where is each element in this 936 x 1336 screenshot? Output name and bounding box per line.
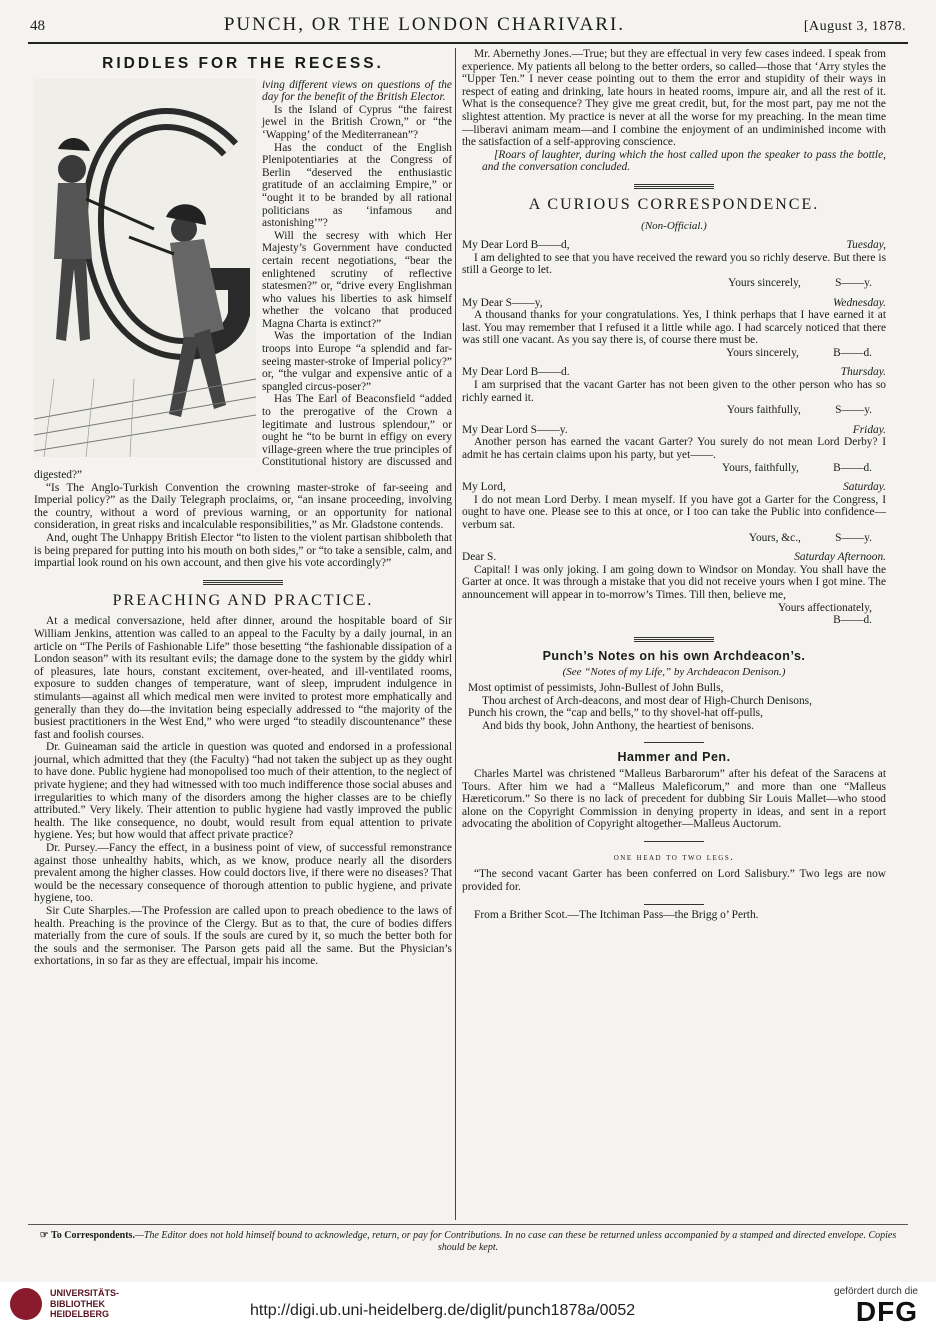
letter-salutation: My Dear S——y,	[462, 296, 543, 309]
section-separator	[644, 742, 704, 743]
letter	[462, 424, 886, 474]
verse-line: Punch his crown, the “cap and bells,” to thy shovel-hat off-pulls,	[468, 707, 763, 720]
notice-lead: ☞ To Correspondents.	[39, 1230, 135, 1241]
letter-salutation: Dear S.	[462, 551, 497, 564]
periodical-title: PUNCH, OR THE LONDON CHARIVARI.	[223, 14, 626, 35]
letter-signature: Yours, faithfully, B——d.	[722, 461, 872, 474]
running-head	[30, 14, 906, 40]
letter-body: I am surprised that the vacant Garter has not been given to the other person who has so richly earned it.	[462, 379, 886, 404]
left-column	[34, 48, 452, 968]
riddles-paragraph: Has the conduct of the English Plenipotentiaries at the Congress of Berlin “deserved the enthusiastic gratitude of an acclaiming Empire,” or “ought it to be branded by all rational politicians as ‘infamous and astonishing’”?	[262, 141, 452, 230]
letter-date: Friday.	[852, 423, 886, 436]
letter	[462, 366, 886, 416]
legs-paragraph: “The second vacant Garter has been conferred on Lord Salisbury.” Two legs are now provided for.	[462, 868, 886, 894]
library-name-line: UNIVERSITÄTS-	[50, 1288, 120, 1299]
issue-date: [August 3, 1878.	[803, 19, 906, 34]
section-separator	[634, 184, 714, 189]
fencing-figures-illustration	[34, 79, 256, 457]
letter-body: I am delighted to see that you have received the reward you so richly deserve. But there is still a George to let.	[462, 251, 886, 277]
letter	[462, 239, 886, 289]
letter-date: Saturday.	[843, 481, 886, 494]
notes-title: Punch’s Notes on his own Archdeacon’s.	[542, 648, 806, 663]
correspondence-title: A CURIOUS CORRESPONDENCE.	[528, 195, 820, 213]
riddles-paragraph: Will the secresy with which Her Majesty’s Government have conducted certain recent negotiations, “bear the enlightened scrutiny of reflective statesmen?” or, “drive every Englishman who values his liberties to ask himself whether the volcano that produced Magna Charta is extinct?”	[262, 229, 452, 330]
riddles-paragraph: “Is The Anglo-Turkish Convention the crowning master-stroke of far-seeing and Imperial policy?” as the Daily Telegraph proclaims, or, “an insane proceeding, involving the country, without a word of previous warning, or an opportunity for national consideration, in great risks and incalculable responsibilities,” as Mr. Gladstone contends.	[34, 481, 452, 532]
illustration-graphic	[34, 79, 256, 457]
correspondence-subtitle: (Non-Official.)	[641, 219, 707, 232]
riddles-paragraph: iving different views on questions of the day for the benefit of the British Elector.	[262, 78, 452, 104]
verse-line: Thou archest of Arch-deacons, and most dear of High-Church Denisons,	[482, 694, 812, 707]
letter-signature: Yours, &c., S——y.	[748, 531, 872, 544]
letter-salutation: My Dear Lord B——d,	[462, 239, 570, 252]
letter-salutation: My Lord,	[462, 481, 506, 494]
preaching-paragraph: Dr. Guineaman said the article in question was quoted and endorsed in a professional journal, which admitted that they (the Faculty) “had not taken the subject up as they ought to have done. Public hygiene had monopolised too much of their attention, to the neglect of private hygiene; and they had witnessed with too much indifference those social abuses and irregularities to which many of the disorders among the higher classes are to be chiefly attributed.” Very likely. Their attention to public hygiene had vastly improved the public health. The like consequence, no doubt, would result from equal attention to private hygiene. Yes; but how would that affect private practice?	[34, 741, 452, 842]
column-divider	[455, 48, 456, 1220]
dfg-wordmark: DFG	[855, 1296, 918, 1327]
letter	[462, 481, 886, 544]
section-separator	[634, 637, 714, 642]
letter	[462, 551, 886, 627]
riddles-title: RIDDLES FOR THE RECESS.	[102, 55, 384, 72]
letter-body: I do not mean Lord Derby. I mean myself. If you have got a Garter for the Congress, I ought to have one. Please see to this at once, or I too can take the Public into confidence—verbum sat.	[462, 493, 886, 531]
brither-paragraph: From a Brither Scot.—The Itchiman Pass—the Brigg o’ Perth.	[474, 908, 759, 921]
section-separator	[203, 580, 283, 585]
library-name-line: BIBLIOTHEK	[50, 1298, 105, 1309]
letter-date: Saturday Afternoon.	[794, 551, 886, 564]
stage-direction: [Roars of laughter, during which the host called upon the speaker to pass the bottle, and the conversation concluded.	[482, 148, 886, 174]
letter-body: Another person has earned the vacant Garter? You surely do not mean Lord Derby? I admit he has certain claims upon his party, but yet——.	[462, 436, 886, 462]
notes-verse	[462, 682, 886, 732]
letter-body: A thousand thanks for your congratulations. Yes, I think perhaps that I have earned it at last. You may remember that I refused it a little while ago. I had scarcely noticed that there was still one vacant. As you say there is, of course there must be.	[462, 309, 886, 347]
letter-date: Tuesday,	[846, 239, 886, 252]
dfg-logo[interactable]	[834, 1286, 918, 1327]
library-logo[interactable]	[10, 1288, 119, 1320]
letter-date: Wednesday.	[832, 296, 886, 309]
library-name-line: HEIDELBERG	[50, 1309, 110, 1320]
right-column	[462, 48, 886, 921]
preaching-paragraph: At a medical conversazione, held after dinner, around the hospitable board of Sir William Jenkins, attention was called to an appeal to the Faculty by a daily journal, in an article on “The Perils of Fashionable Life” those besetting “the fashionable dissipation of a London season” with its resultant evils; the damage done to the system by the giddy whirl of pleasures, late hours, constant excitement, over-heated, and ill-ventilated rooms, exposure to sudden changes of temperature, want of sleep, imprudent indulgence in stimulants—against all which medical men were invited to protest more emphatically and generally than they do—the invitation being especially addressed to “the majority of the busiest practitioners in the West End,” who were urged “to steadily discountenance” these fast and foolish courses.	[34, 615, 452, 741]
correspondents-notice	[30, 1230, 906, 1254]
hammer-paragraph: Charles Martel was christened “Malleus Barbarorum” after his defeat of the Saracens at Tours. After him we had a “Malleus Maleficorum,” and more than one “Malleus Hæreticorum.” So there is no lack of precedent for dubbing Sir Louis Mallet—who stood alone on the Copyright Commission in denying property in ideas, and sent in a report advocating the abolition of Copyright altogether—Malleus Auctorum.	[462, 767, 886, 831]
notes-subtitle: (See “Notes of my Life,” by Archdeacon Denison.)	[562, 666, 786, 679]
letter-signature: Yours affectionately, B——d.	[777, 601, 872, 627]
preaching-paragraph: Dr. Pursey.—Fancy the effect, in a business point of view, of successful remonstrance against those unhealthy habits, which, as we know, produce nearly all the disorders prevalent among the higher classes. How could doctors live, if there were no diseases? That would be the necessary consequence of thorough attention to public hygiene, and private hygiene, too.	[34, 842, 452, 905]
riddles-paragraph: Is the Island of Cyprus “the fairest jewel in the British Crown,” or “the ‘Wapping’ of the Mediterranean”?	[262, 103, 452, 141]
notice-text: —The Editor does not hold himself bound to acknowledge, return, or pay for Contributions. In no case can these be returned unless accompanied by a stamped and directed envelope. Copies should be kept.	[134, 1230, 897, 1253]
letter-body: Capital! I was only joking. I am going down to Windsor on Monday. You shall have the Garter at once. It was through a mistake that you did not receive yours when I got mine. The announcement will appear in to-morrow’s Times. Till then, believe me,	[462, 563, 886, 601]
library-name	[50, 1288, 119, 1320]
header-rule	[28, 42, 908, 44]
library-seal-icon	[10, 1288, 42, 1320]
riddles-paragraph: Has The Earl of Beaconsfield “added to the prerogative of the Crown a legitimate and lustrous splendour,” or ought he “to be burnt in effigy on every village-green where the true principles of Constitutional history are discussed and digested?”	[34, 393, 452, 481]
letter-signature: Yours sincerely, S——y.	[728, 276, 872, 289]
digitization-footer	[0, 1282, 936, 1336]
footnote-rule	[28, 1224, 908, 1225]
verse-line: And bids thy book, John Anthony, the heartiest of benisons.	[482, 719, 754, 732]
section-separator	[644, 841, 704, 842]
preaching-paragraph: Mr. Abernethy Jones.—True; but they are effectual in very few cases indeed. I speak from experience. My patients all belong to the better orders, so called—those that ‘Arry styles the “Upper Ten.” I never cease pointing out to them the error and stupidity of their ways in respect of eating and drinking, late hours in heated rooms, impure air, and all the rest of it. What is the consequence? They give me great credit, but, for the most part, pay me not the slightest attention. My practice is never at all the worse for my preaching. In the mean time—liberavi animam meam—and I combine the enjoyment of an undiminished income with the satisfaction of a self-approving conscience.	[462, 48, 886, 149]
funded-by-label: gefördert durch die	[834, 1286, 918, 1297]
letter-signature: Yours sincerely, B——d.	[726, 346, 872, 359]
hammer-title: Hammer and Pen.	[617, 750, 731, 765]
letter-date: Thursday.	[840, 366, 886, 379]
letter-salutation: My Dear Lord B——d.	[462, 366, 570, 379]
preaching-title: PREACHING AND PRACTICE.	[112, 591, 374, 609]
letter	[462, 297, 886, 360]
legs-title: one head to two legs.	[613, 851, 735, 863]
preaching-paragraph: Sir Cute Sharples.—The Profession are called upon to preach obedience to the laws of health. Preaching is the province of the Clergy. But as to that, the cure of bodies differs materially from the cure of souls. If the souls are cured by it, so much the better both for the souls and the sermoniser. The Parson gets paid all the same. But the Physician’s exhortations, in so far as they are effectual, impair his income.	[34, 905, 452, 968]
riddles-paragraph: Was the importation of the Indian troops into Europe “a splendid and far-seeing master-stroke of Imperial policy?” or, “the vulgar and expensive antic of a spangled circus-poser?”	[262, 330, 452, 393]
letter-signature: Yours faithfully, S——y.	[726, 404, 872, 417]
riddles-paragraph: And, ought The Unhappy British Elector “to listen to the violent partisan shibboleth that is being prepared for putting into his mouth on both sides,” or “to take a sensible, calm, and impartial look round on his own account, and then give his vote accordingly?”	[34, 531, 452, 570]
source-url-link[interactable]: http://digi.ub.uni-heidelberg.de/diglit/punch1878a/0052	[250, 1302, 636, 1319]
page-number: 48	[30, 18, 45, 34]
section-separator	[644, 904, 704, 905]
letter-salutation: My Dear Lord S——y.	[462, 423, 568, 436]
verse-line: Most optimist of pessimists, John-Bullest of John Bulls,	[468, 681, 724, 694]
